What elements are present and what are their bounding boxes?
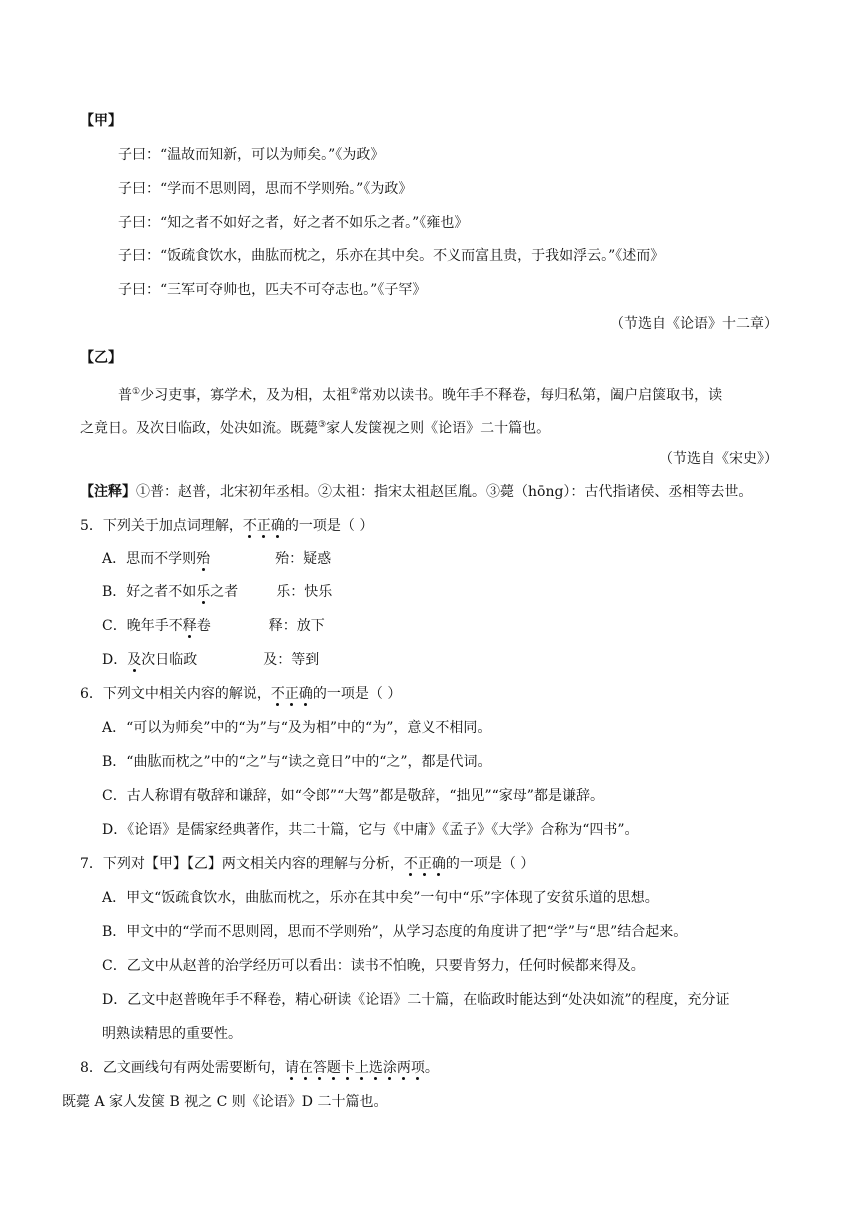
option-text: B．好之者不如 [102,584,197,600]
q5-option-b[interactable] [102,582,332,602]
stem-text: 的一项是（ ） [284,518,374,534]
emphasis-char: 及 [127,652,142,668]
yi-text: 之竟日。及次日临政，处决如流。既薨 [80,420,318,437]
emphasis-char: 殆 [196,551,211,567]
jia-line-4: 子曰：“饭疏食饮水，曲肱而枕之，乐亦在其中矣。不义而富且贵，于我如浮云。”《述而》 [118,248,665,264]
q6-option-b[interactable]: B．“曲肱而枕之”中的“之”与“读之竟日”中的“之”，都是代词。 [102,754,492,770]
emphasis-char: 上 [354,1060,369,1076]
footnote-marker-3: ③ [318,420,327,430]
stem-text: 7．下列对【甲】【乙】两文相关内容的理解与分析， [80,856,404,872]
q5-option-a[interactable] [102,549,331,569]
option-text: A．思而不学则 [102,551,197,567]
option-text: C．晚年手不 [102,618,183,634]
stem-text: 6．下列文中相关内容的解说， [80,686,271,702]
emphasis-char: 两 [396,1060,411,1076]
emphasis-char: 不 [242,518,257,534]
q7-option-c[interactable]: C．乙文中从赵普的治学经历可以看出：读书不怕晚，只要肯努力，任何时候都来得及。 [102,958,645,974]
emphasis-char: 确 [270,518,285,534]
emphasis-char: 请 [284,1060,299,1076]
section-yi-header: 【乙】 [80,350,122,366]
yi-line-2 [80,415,550,439]
stem-text: 的一项是（ ） [445,856,535,872]
question-8-stem [80,1058,439,1078]
yi-line-1 [118,382,722,406]
emphasis-char: 不 [403,856,418,872]
stem-text: 5．下列关于加点词理解， [80,518,243,534]
emphasis-char: 不 [270,686,285,702]
yi-text: 常劝以读书。晚年手不释卷，每归私第，阖户启箧取书，读 [358,387,723,404]
emphasis-char: 题 [326,1060,341,1076]
footnote-marker-2: ② [350,387,359,397]
q5-option-c[interactable] [102,616,325,636]
yi-text: 家人发箧视之则《论语》二十篇也。 [326,420,551,437]
question-5-stem [80,516,373,536]
emphasis-char: 选 [368,1060,383,1076]
q7-option-a[interactable]: A．甲文“饭疏食饮水，曲肱而枕之，乐亦在其中矣”一句中“乐”字体现了安贫乐道的思想。 [102,890,659,906]
q6-option-d[interactable]: D．《论语》是儒家经典著作，共二十篇，它与《中庸》《孟子》《大学》合称为“四书”。 [102,822,639,838]
notes [80,482,752,502]
section-jia-header: 【甲】 [80,113,122,129]
emphasis-char: 答 [312,1060,327,1076]
jia-line-5: 子曰：“三军可夺帅也，匹夫不可夺志也。”《子罕》 [118,282,427,298]
emphasis-char: 乐 [196,584,211,600]
q7-option-b[interactable]: B．甲文中的“学而不思则罔，思而不学则殆”，从学习态度的角度讲了把“学”与“思”结合起来。 [102,924,688,940]
option-text: 之者 [210,584,239,600]
notes-text: ①普：赵普，北宋初年丞相。②太祖：指宋太祖赵匡胤。③薨（hōng）：古代指诸侯、丞相等去世。 [136,484,753,500]
yi-text: 少习吏事，寡学术，及为相，太祖 [140,387,351,404]
option-text: 卷 [196,618,211,634]
q8-sentence: 既薨 A 家人发箧 B 视之 C 则《论语》D 二十篇也。 [62,1094,388,1110]
emphasis-char: 卡 [340,1060,355,1076]
stem-text: 。 [424,1060,439,1076]
emphasis-char: 正 [256,518,271,534]
emphasis-char: 在 [298,1060,313,1076]
option-gloss: 及：等到 [263,652,320,668]
emphasis-char: 确 [298,686,313,702]
q7-option-d-cont: 明熟读精思的重要性。 [102,1026,242,1042]
jia-line-3: 子曰：“知之者不如好之者，好之者不如乐之者。”《雍也》 [118,215,469,231]
option-text: 次日临政 [141,652,198,668]
jia-line-1: 子曰：“温故而知新，可以为师矣。”《为政》 [118,147,385,163]
q7-option-d[interactable]: D．乙文中赵普晚年手不释卷，精心研读《论语》二十篇，在临政时能达到“处决如流”的程度，充分证 [102,992,730,1008]
jia-line-2: 子曰：“学而不思则罔，思而不学则殆。”《为政》 [118,181,413,197]
option-gloss: 乐：快乐 [276,584,333,600]
q5-option-d[interactable] [102,650,319,670]
notes-label: 【注释】 [80,484,136,500]
emphasis-char: 释 [182,618,197,634]
option-text: D． [102,652,128,668]
yi-source: （节选自《宋史》） [659,451,778,467]
footnote-marker-1: ① [132,387,141,397]
emphasis-char: 涂 [382,1060,397,1076]
option-gloss: 殆：疑惑 [275,551,332,567]
question-6-stem [80,684,401,704]
emphasis-char: 项 [410,1060,425,1076]
q6-option-a[interactable]: A．“可以为师矣”中的“为”与“及为相”中的“为”，意义不相同。 [102,720,492,736]
stem-text: 8．乙文画线句有两处需要断句， [80,1060,285,1076]
option-gloss: 释：放下 [268,618,325,634]
emphasis-char: 正 [417,856,432,872]
emphasis-char: 确 [431,856,446,872]
emphasis-char: 正 [284,686,299,702]
jia-source: （节选自《论语》十二章） [610,316,778,332]
stem-text: 的一项是（ ） [312,686,402,702]
q6-option-c[interactable]: C．古人称谓有敬辞和谦辞，如“令郎”“大驾”都是敬辞，“拙见”“家母”都是谦辞。 [102,788,604,804]
question-7-stem [80,854,534,874]
yi-text: 普 [118,387,132,404]
